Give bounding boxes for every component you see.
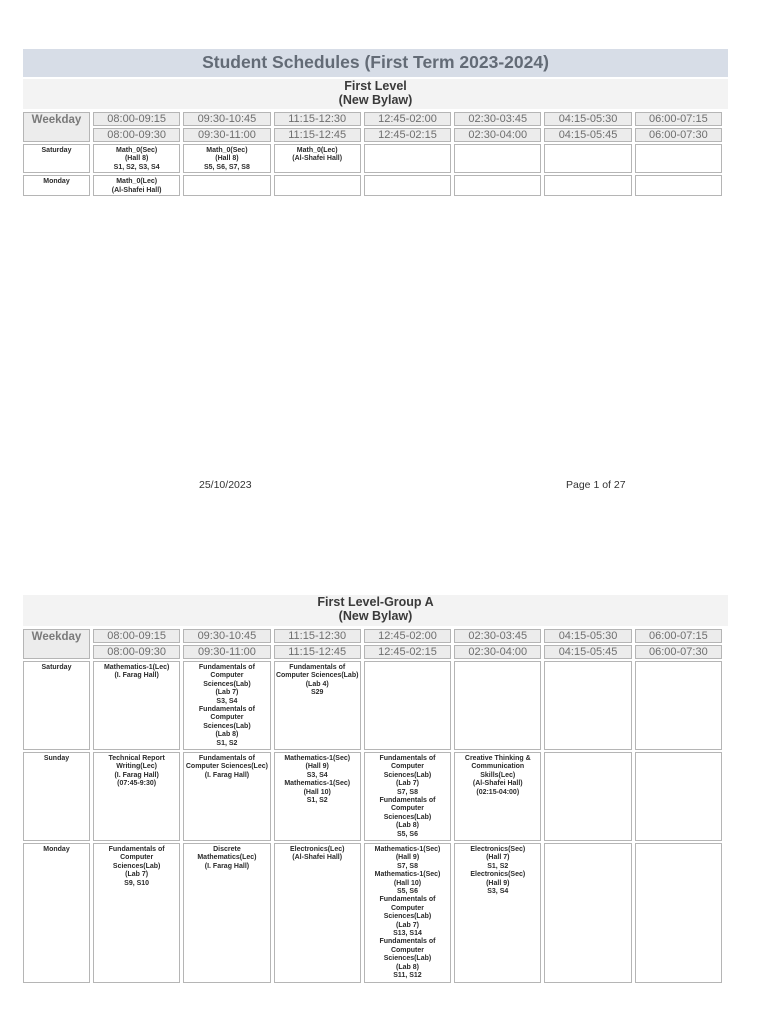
class-entry-line: (Hall 8) [124, 155, 149, 163]
table-row [23, 175, 722, 196]
class-entry-line: (Hall 9) [395, 854, 420, 862]
class-entry-line: Fundamentals of [379, 797, 436, 805]
schedule-table [20, 110, 725, 198]
schedule-cell [274, 661, 361, 750]
class-entry-line: (07:45-9:30) [117, 780, 157, 788]
class-entry-line: Computer [390, 946, 425, 954]
class-entry-line: (Lab 8) [396, 963, 419, 971]
class-entry-line: (Al-Shafei Hall) [292, 854, 343, 862]
footer-page-number: Page 1 of 27 [566, 479, 626, 491]
time-slot-header-alt: 04:15-05:45 [544, 128, 631, 142]
class-entry-line: S1, S2, S3, S4 [113, 163, 160, 171]
class-entry-line: Sciences(Lab) [203, 680, 251, 688]
class-entry-line: Math_0(Lec) [116, 178, 158, 186]
schedule-cell [183, 661, 270, 750]
section-heading [23, 79, 728, 109]
class-entry-line: S1, S2 [487, 862, 509, 870]
schedule-cell [635, 752, 722, 841]
page-title: Student Schedules (First Term 2023-2024) [23, 49, 728, 77]
class-entry-line: Writing(Lec) [116, 763, 157, 771]
class-entry-line: (Lab 7) [396, 780, 419, 788]
time-slot-header-alt: 11:15-12:45 [274, 645, 361, 659]
class-entry-line: Fundamentals of [379, 755, 436, 762]
schedule-cell [364, 144, 451, 173]
schedule-cell [364, 661, 451, 750]
time-slot-header-alt: 02:30-04:00 [454, 128, 541, 142]
class-entry-line: (I. Farag Hall) [204, 771, 250, 779]
class-entry-line: Computer [390, 805, 425, 813]
class-entry-line: Fundamentals of [289, 664, 346, 671]
class-entry-line: Discrete [213, 846, 241, 853]
class-entry-line: Mathematics-1(Sec) [284, 755, 351, 762]
header-row [23, 112, 722, 126]
class-entry-line: Mathematics-1(Sec) [374, 846, 441, 853]
class-entry-line: S3, S4 [487, 888, 509, 896]
class-entry-line: Mathematics(Lec) [197, 854, 257, 862]
class-entry-line: (Hall 9) [305, 763, 329, 771]
schedule-cell [454, 661, 541, 750]
section-heading [23, 595, 728, 626]
class-entry-line: (Al-Shafei Hall) [472, 780, 523, 788]
time-slot-header: 06:00-07:15 [635, 112, 722, 126]
class-entry-line: S13, S14 [393, 930, 422, 938]
time-slot-header-alt: 11:15-12:45 [274, 128, 361, 142]
class-entry-line: Mathematics-1(Lec) [103, 664, 170, 671]
schedule-cell [274, 843, 361, 983]
time-slot-header: 02:30-03:45 [454, 629, 541, 643]
class-entry-line: (Lab 4) [305, 680, 329, 688]
class-entry-line: (Lab 7) [215, 689, 239, 697]
weekday-cell: Sunday [23, 752, 90, 841]
schedule-cell [635, 175, 722, 196]
section-heading-line1: First Level-Group A [317, 595, 434, 609]
class-entry-line: Computer [390, 904, 425, 912]
class-entry-line: (Hall 7) [486, 854, 510, 862]
schedule-cell [544, 661, 631, 750]
class-entry-line: Mathematics-1(Sec) [374, 871, 441, 879]
class-entry-line: (Hall 9) [486, 879, 510, 887]
class-entry-line: S9, S10 [124, 879, 150, 887]
table-row [23, 661, 722, 750]
class-entry-line: Math_0(Sec) [116, 147, 158, 154]
time-slot-header-alt: 04:15-05:45 [544, 645, 631, 659]
class-entry-line: (Hall 10) [393, 879, 422, 887]
weekday-cell: Monday [23, 843, 90, 983]
class-entry-line: (Al-Shafei Hall) [111, 186, 162, 194]
class-entry-line: Computer Sciences(Lec) [185, 763, 268, 771]
class-entry-line: Computer [120, 854, 154, 862]
weekday-cell: Saturday [23, 661, 90, 750]
schedule-cell [364, 843, 451, 983]
section-heading-line2: (New Bylaw) [338, 93, 413, 107]
class-entry-line: Skills(Lec) [480, 771, 516, 779]
schedule-cell [544, 843, 631, 983]
time-slot-header-alt: 12:45-02:15 [364, 128, 451, 142]
class-entry-line: Computer Sciences(Lab) [275, 672, 359, 680]
schedule-cell [93, 175, 180, 196]
section-heading-line1: First Level [344, 79, 407, 93]
table-row [23, 843, 722, 983]
class-entry-line: (Hall 10) [303, 788, 331, 796]
class-entry-line: Sciences(Lab) [112, 862, 161, 870]
class-entry-line: Math_0(Lec) [296, 147, 338, 154]
class-entry-line: Fundamentals of [198, 755, 255, 762]
weekday-cell: Monday [23, 175, 90, 196]
time-slot-header: 04:15-05:30 [544, 112, 631, 126]
class-entry-line: Electronics(Sec) [470, 871, 526, 879]
schedule-cell [183, 843, 270, 983]
schedule-cell [274, 175, 361, 196]
time-slot-header-alt: 06:00-07:30 [635, 128, 722, 142]
schedule-cell [364, 752, 451, 841]
schedule-cell [93, 661, 180, 750]
time-slot-header: 02:30-03:45 [454, 112, 541, 126]
time-slot-header-alt: 02:30-04:00 [454, 645, 541, 659]
weekday-header: Weekday [23, 629, 90, 659]
time-slot-header-alt: 08:00-09:30 [93, 645, 180, 659]
class-entry-line: Math_0(Sec) [206, 147, 248, 154]
schedule-cell [274, 144, 361, 173]
class-entry-line: Electronics(Lec) [289, 846, 345, 853]
class-entry-line: S7, S8 [396, 788, 418, 796]
class-entry-line: Fundamentals of [198, 706, 255, 714]
class-entry-line: S5, S6 [396, 888, 418, 896]
header-row [23, 629, 722, 643]
class-entry-line: S29 [310, 689, 324, 697]
schedule-cell [274, 752, 361, 841]
class-entry-line: Sciences(Lab) [383, 771, 432, 779]
schedule-cell [183, 175, 270, 196]
time-slot-header: 11:15-12:30 [274, 112, 361, 126]
class-entry-line: Fundamentals of [379, 938, 436, 946]
class-entry-line: (Lab 8) [396, 822, 419, 830]
class-entry-line: S7, S8 [396, 862, 418, 870]
time-slot-header-alt: 08:00-09:30 [93, 128, 180, 142]
class-entry-line: (I. Farag Hall) [114, 771, 159, 779]
class-entry-line: Fundamentals of [379, 896, 436, 904]
class-entry-line: Sciences(Lab) [383, 913, 432, 921]
schedule-cell [454, 144, 541, 173]
time-slot-header-alt: 12:45-02:15 [364, 645, 451, 659]
header-row [23, 128, 722, 142]
schedule-cell [93, 752, 180, 841]
class-entry-line: S11, S12 [393, 972, 422, 980]
class-entry-line: Mathematics-1(Sec) [284, 780, 351, 788]
class-entry-line: S5, S6 [396, 830, 418, 838]
class-entry-line: (Lab 7) [396, 921, 419, 929]
schedule-cell [544, 752, 631, 841]
schedule-cell [635, 843, 722, 983]
class-entry-line: Computer [210, 714, 244, 722]
class-entry-line: (I. Farag Hall) [204, 862, 250, 870]
time-slot-header-alt: 09:30-11:00 [183, 645, 270, 659]
class-entry-line: Electronics(Sec) [470, 846, 526, 853]
class-entry-line: S3, S4 [306, 771, 328, 779]
weekday-header: Weekday [23, 112, 90, 142]
class-entry-line: (Al-Shafei Hall) [292, 155, 343, 163]
class-entry-line: (02:15-04:00) [476, 788, 520, 796]
schedule-cell [93, 144, 180, 173]
class-entry-line: Computer [390, 763, 425, 771]
schedule-cell [635, 661, 722, 750]
schedule-table [20, 627, 725, 985]
schedule-cell [454, 175, 541, 196]
time-slot-header: 04:15-05:30 [544, 629, 631, 643]
class-entry-line: Computer [210, 672, 244, 680]
time-slot-header: 08:00-09:15 [93, 629, 180, 643]
class-entry-line: Communication [471, 763, 525, 771]
class-entry-line: Sciences(Lab) [203, 722, 251, 730]
schedule-cell [364, 175, 451, 196]
class-entry-line: S1, S2 [306, 797, 328, 805]
time-slot-header: 12:45-02:00 [364, 629, 451, 643]
time-slot-header: 06:00-07:15 [635, 629, 722, 643]
class-entry-line: Sciences(Lab) [383, 813, 432, 821]
class-entry-line: (Lab 7) [125, 871, 149, 879]
class-entry-line: Technical Report [108, 755, 165, 762]
header-row [23, 645, 722, 659]
schedule-cell [544, 175, 631, 196]
schedule-cell [183, 752, 270, 841]
schedule-cell [183, 144, 270, 173]
class-entry-line: Fundamentals of [198, 664, 255, 671]
schedule-cell [635, 144, 722, 173]
class-entry-line: (Hall 8) [215, 155, 239, 163]
class-entry-line: Creative Thinking & [464, 755, 531, 762]
section-heading-line2: (New Bylaw) [338, 609, 413, 623]
class-entry-line: (Lab 8) [215, 731, 239, 739]
schedule-cell [454, 843, 541, 983]
time-slot-header-alt: 06:00-07:30 [635, 645, 722, 659]
time-slot-header: 09:30-10:45 [183, 629, 270, 643]
class-entry-line: Fundamentals of [108, 846, 165, 853]
time-slot-header: 09:30-10:45 [183, 112, 270, 126]
weekday-cell: Saturday [23, 144, 90, 173]
schedule-cell [454, 752, 541, 841]
time-slot-header: 12:45-02:00 [364, 112, 451, 126]
table-row [23, 752, 722, 841]
class-entry-line: S1, S2 [216, 739, 238, 747]
time-slot-header: 11:15-12:30 [274, 629, 361, 643]
time-slot-header: 08:00-09:15 [93, 112, 180, 126]
class-entry-line: S3, S4 [216, 697, 238, 705]
class-entry-line: (I. Farag Hall) [114, 672, 159, 680]
schedule-cell [544, 144, 631, 173]
class-entry-line: Sciences(Lab) [383, 955, 432, 963]
time-slot-header-alt: 09:30-11:00 [183, 128, 270, 142]
table-row [23, 144, 722, 173]
class-entry-line: S5, S6, S7, S8 [203, 163, 250, 171]
footer-date: 25/10/2023 [199, 479, 252, 491]
schedule-cell [93, 843, 180, 983]
